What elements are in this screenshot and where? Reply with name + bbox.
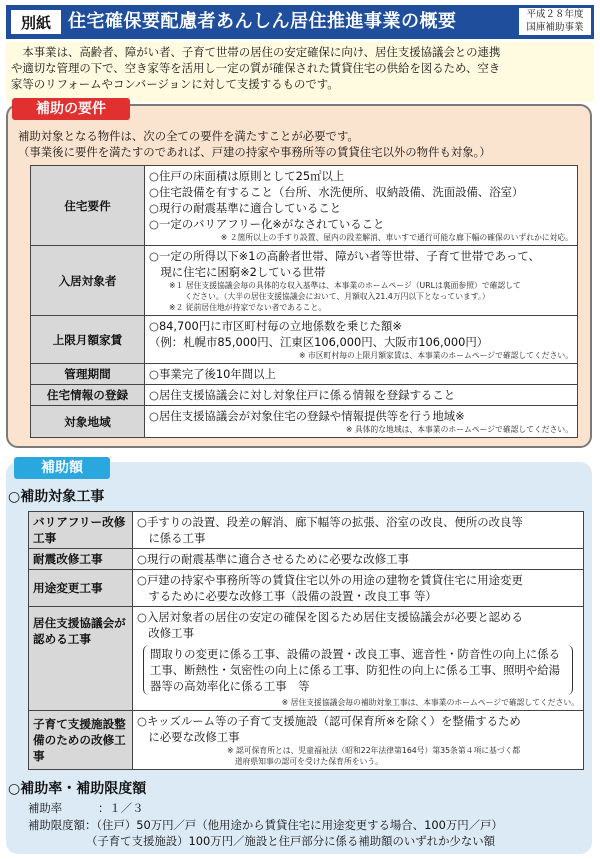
row-note: ください。（大半の居住支援協議会において、月額収入21.4万円以下となっています。） — [169, 292, 490, 301]
row-line: ○キッズルーム等の子育て支援施設（認可保育所※を除く）を整備するため — [137, 714, 521, 728]
row-note: ※ 具体的な地域は、本事業のホームページで確認してください。 — [345, 425, 573, 434]
row-key: 管理期間 — [31, 364, 145, 385]
table-row — [29, 711, 584, 770]
row-note: ※ 認可保育所とは、児童福祉法（昭和22年法律第164号）第35条第４項に基づく都 — [227, 746, 521, 755]
bracket-line: 器等の高効率化に係る工事 等 — [150, 679, 310, 693]
row-line: （例：札幌市85,000円、江東区106,000円、大阪市106,000円） — [149, 335, 489, 349]
row-value — [133, 607, 584, 711]
row-value — [145, 246, 578, 316]
works-table — [28, 511, 584, 770]
attachment-tag: 別紙 — [10, 9, 62, 35]
bracket-line: 工事、断熱性・気密性の向上に係る工事、防犯性の向上に係る工事、照明や給湯 — [150, 663, 561, 677]
row-key: 入居対象者 — [31, 246, 145, 316]
row-key: バリアフリー改修工事 — [29, 512, 133, 549]
row-line: ○戸建の持家や事務所等の賃貸住宅以外の用途の建物を賃貸住宅に用途変更 — [137, 573, 523, 587]
works-examples-bracket — [143, 645, 573, 695]
rate-block — [28, 800, 588, 850]
row-note: 道府県知事の認可を受けた保育所をいう。 — [227, 757, 383, 766]
limit-row — [28, 833, 588, 850]
table-row — [31, 364, 578, 385]
rate-row — [28, 800, 588, 817]
row-line: ○居住支援協議会に対し対象住戸に係る情報を登録すること — [149, 388, 456, 402]
row-key: 対象地域 — [31, 406, 145, 438]
row-line: に係る工事 — [137, 531, 206, 545]
row-line: ○84,700円に市区町村毎の立地係数を乗じた額※ — [149, 319, 402, 333]
requirements-label: 補助の要件 — [12, 98, 130, 120]
row-value — [133, 549, 584, 570]
requirements-note-line: 補助対象となる物件は、次の全ての要件を満たすことが必要です。 — [18, 129, 359, 143]
bracket-line: 間取りの変更に係る工事、設備の設置・改良工事、遮音性・防音性の向上に係る — [150, 647, 561, 661]
row-note: ※２ 従前居住地が持家でない者であること。 — [169, 303, 327, 312]
limit-row — [28, 817, 588, 834]
rate-label: 補助率 — [28, 801, 63, 815]
row-line: するために必要な改修工事（設備の設置・改良工事 等） — [137, 589, 437, 603]
table-row — [29, 512, 584, 549]
intro-line: や適切な管理の下で、空き家等を活用し一定の質が確保された賃貸住宅の供給を図るため、空き — [11, 61, 501, 75]
row-key: 居住支援協議会が認める工事 — [29, 607, 133, 711]
header-bar — [6, 5, 594, 39]
row-line: ○入居対象者の居住の安定の確保を図るため居住支援協議会が必要と認める — [137, 610, 523, 624]
intro-line: 家等のリフォームやコンバージョンに対して支援するものです。 — [11, 77, 339, 91]
row-key: 耐震改修工事 — [29, 549, 133, 570]
row-key: 用途変更工事 — [29, 570, 133, 607]
table-row — [29, 549, 584, 570]
intro-line: 本事業は、高齢者、障がい者、子育て世帯の居住の安定確保に向け、居住支援協議会との連携 — [11, 45, 501, 59]
row-value — [145, 406, 578, 438]
row-line: に必要な改修工事 — [137, 730, 240, 744]
row-line: ○現行の耐震基準に適合していること — [149, 201, 342, 215]
limit-line: （子育て支援施設）100万円／施設と住戸部分に係る補助額のいずれか少ない額 — [86, 834, 496, 848]
row-line: ○一定のバリアフリー化※がなされていること — [149, 217, 385, 231]
row-key: 住宅情報の登録 — [31, 385, 145, 406]
row-line: 改修工事 — [137, 626, 194, 640]
row-value — [145, 166, 578, 246]
row-value — [145, 316, 578, 364]
row-value — [133, 711, 584, 770]
table-row — [29, 607, 584, 711]
row-value — [133, 570, 584, 607]
works-heading: ○補助対象工事 — [8, 489, 105, 505]
row-line: ○手すりの設置、段差の解消、廊下幅等の拡張、浴室の改良、便所の改良等 — [137, 515, 523, 529]
subsidy-label: 補助額 — [14, 457, 110, 479]
year-text: 平成２８年度 — [526, 9, 584, 20]
row-note: ※１ 居住支援協議会毎の具体的な収入基準は、本事業のホームページ（URLは裏面参照）で確認して — [169, 281, 521, 290]
page-title: 住宅確保要配慮者あんしん居住推進事業の概要 — [68, 11, 457, 32]
requirements-table — [30, 165, 578, 438]
rate-heading: ○補助率・補助限度額 — [8, 781, 147, 797]
row-line: ○現行の耐震基準に適合させるために必要な改修工事 — [137, 552, 409, 566]
year-badge — [519, 8, 591, 35]
row-value — [145, 364, 578, 385]
requirements-note — [18, 128, 588, 160]
table-row — [31, 316, 578, 364]
row-note: ※ 市区町村毎の上限月額家賃は、本事業のホームページで確認してください。 — [299, 351, 573, 360]
row-note: ※ 居住支援協議会毎の補助対象工事は、本事業のホームページで確認してください。 — [281, 698, 579, 707]
row-value — [145, 385, 578, 406]
year-subtext: 国庫補助事業 — [526, 22, 584, 33]
limit-line: （住戸）50万円／戸（他用途から賃貸住宅に用途変更する場合、100万円／戸） — [96, 817, 503, 832]
row-line: ○事業完了後10年間以上 — [149, 367, 276, 381]
row-key: 子育て支援施設整備のための改修工事 — [29, 711, 133, 770]
table-row — [29, 570, 584, 607]
rate-value: ：１／３ — [98, 801, 144, 815]
requirements-note-line: （事業後に要件を満たすのであれば、戸建の持家や事務所等の賃貸住宅以外の物件も対象。） — [18, 145, 491, 159]
table-row — [31, 166, 578, 246]
limit-label: 補助限度額： — [28, 817, 97, 832]
table-row — [31, 406, 578, 438]
row-line: 現に住宅に困窮※2している世帯 — [149, 265, 326, 279]
intro-text — [6, 42, 594, 102]
row-line: ○一定の所得以下※1の高齢者世帯、障がい者等世帯、子育て世帯であって、 — [149, 249, 540, 263]
row-value — [133, 512, 584, 549]
row-line: ○住宅設備を有すること（台所、水洗便所、収納設備、洗面設備、浴室） — [149, 185, 524, 199]
table-row — [31, 246, 578, 316]
row-line: ○住戸の床面積は原則として25㎡以上 — [149, 169, 345, 183]
table-row — [31, 385, 578, 406]
row-key: 住宅要件 — [31, 166, 145, 246]
row-note: ※ ２箇所以上の手すり設置、屋内の段差解消、車いすで通行可能な廊下幅の確保のいずれかに対応。 — [220, 233, 573, 242]
row-line: ○居住支援協議会が対象住宅の登録や情報提供等を行う地域※ — [149, 409, 465, 423]
row-key: 上限月額家賃 — [31, 316, 145, 364]
